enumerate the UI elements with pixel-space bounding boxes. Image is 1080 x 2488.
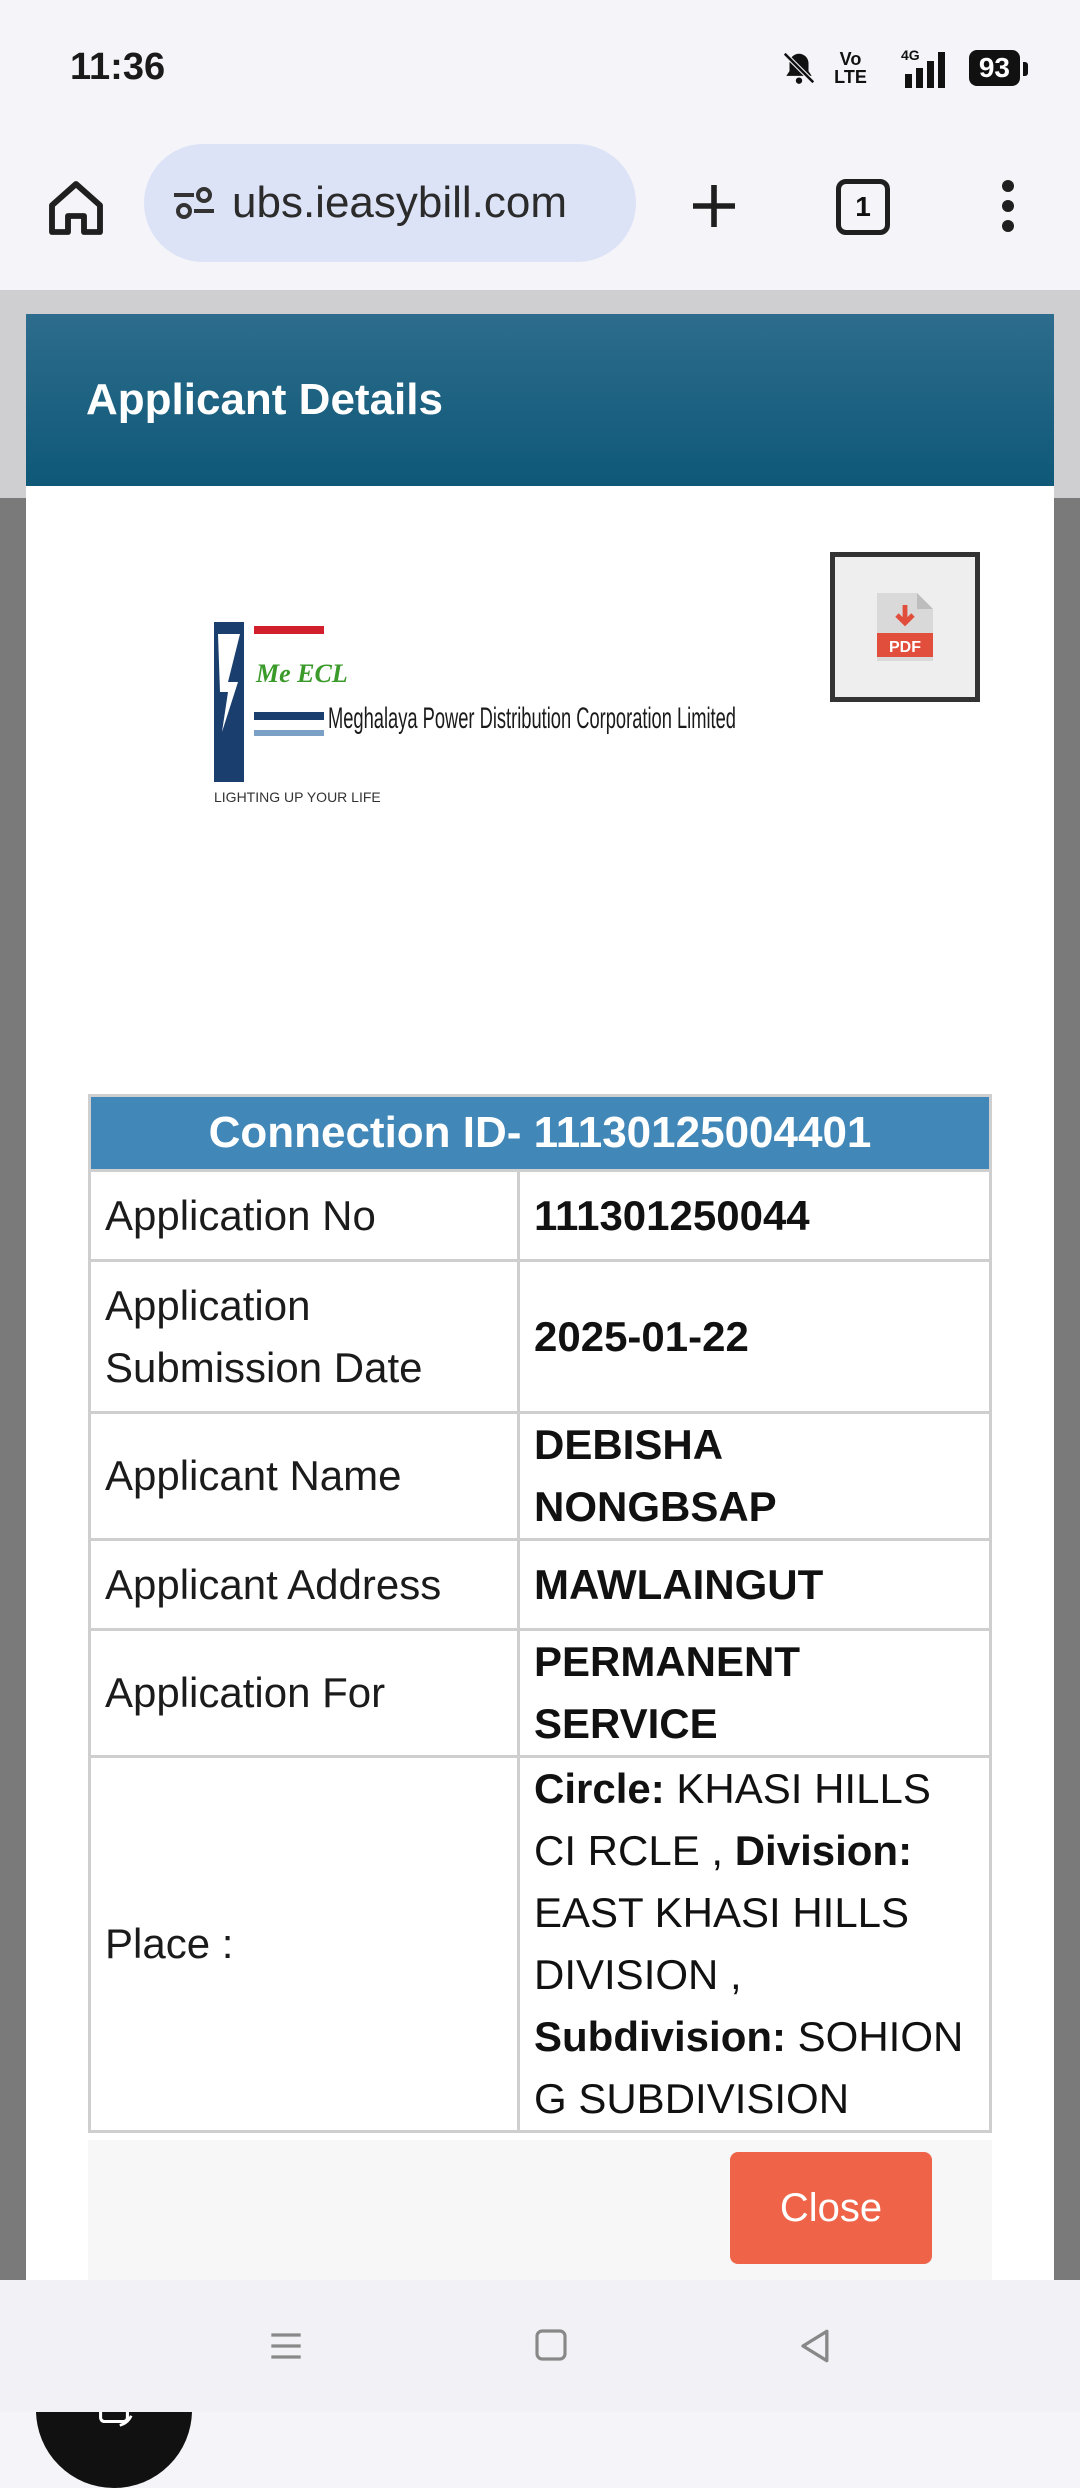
row-label: Applicant Address bbox=[90, 1540, 519, 1630]
web-content bbox=[0, 290, 1080, 2280]
plus-icon bbox=[686, 178, 742, 234]
back-triangle-icon bbox=[792, 2324, 836, 2368]
status-icons bbox=[780, 46, 1020, 90]
circle-value: KHASI HILLS CI RCLE , bbox=[534, 1765, 931, 1874]
home-icon bbox=[44, 176, 108, 240]
row-label: Applicant Name bbox=[90, 1413, 519, 1540]
svg-text:LIGHTING UP YOUR LIFE: LIGHTING UP YOUR LIFE bbox=[214, 789, 381, 805]
circle-label: Circle: bbox=[534, 1765, 665, 1812]
row-label: Application For bbox=[90, 1630, 519, 1757]
square-icon bbox=[530, 2324, 572, 2366]
battery-icon: 93 bbox=[969, 50, 1020, 86]
svg-text:Meghalaya Power Distribution C: Meghalaya Power Distribution Corporation Limited bbox=[328, 702, 736, 735]
division-value: EAST KHASI HILLS DIVISION , bbox=[534, 1889, 910, 1998]
company-logo bbox=[214, 612, 738, 812]
division-label: Division: bbox=[734, 1827, 913, 1874]
pdf-download-button[interactable] bbox=[830, 552, 980, 702]
menu-dot bbox=[1002, 180, 1014, 192]
row-label: Application Submission Date bbox=[90, 1261, 519, 1413]
svg-text:4G: 4G bbox=[900, 47, 920, 63]
signal-icon bbox=[883, 46, 953, 90]
table-row bbox=[90, 1413, 991, 1540]
row-value: PERMANENT SERVICE bbox=[519, 1630, 991, 1757]
subdivision-value: SOHION G SUBDIVISION bbox=[534, 2013, 964, 2122]
volte-icon: Vo LTE bbox=[834, 49, 867, 87]
place-value bbox=[519, 1757, 991, 2132]
application-details-table bbox=[88, 1094, 992, 2133]
table-row bbox=[90, 1630, 991, 1757]
close-button[interactable]: Close bbox=[730, 2152, 932, 2264]
modal-header bbox=[26, 314, 1054, 486]
row-label: Place : bbox=[90, 1757, 519, 2132]
browser-toolbar bbox=[0, 136, 1080, 290]
url-text[interactable]: ubs.ieasybill.com bbox=[232, 178, 568, 227]
nav-back-button[interactable] bbox=[792, 2324, 836, 2373]
svg-text:PDF: PDF bbox=[889, 639, 921, 656]
table-row-place bbox=[90, 1757, 991, 2132]
status-time: 11:36 bbox=[70, 46, 166, 88]
svg-text:Me ECL: Me ECL bbox=[256, 659, 348, 688]
nav-home-button[interactable] bbox=[530, 2324, 572, 2371]
modal-title: Applicant Details bbox=[86, 375, 443, 424]
row-value: 2025-01-22 bbox=[519, 1261, 991, 1413]
table-row bbox=[90, 1171, 991, 1261]
menu-lines-icon bbox=[264, 2324, 308, 2368]
row-label: Application No bbox=[90, 1171, 519, 1261]
status-bar bbox=[0, 0, 1080, 136]
menu-dot bbox=[1002, 220, 1014, 232]
bell-muted-icon bbox=[780, 49, 818, 87]
tab-switcher-button[interactable] bbox=[828, 172, 898, 242]
applicant-details-modal bbox=[26, 314, 1054, 2280]
overflow-menu-button[interactable] bbox=[980, 164, 1036, 248]
row-value: 111301250044 bbox=[519, 1171, 991, 1261]
table-header-row bbox=[90, 1096, 991, 1171]
row-value: MAWLAINGUT bbox=[519, 1540, 991, 1630]
table-row bbox=[90, 1261, 991, 1413]
home-button[interactable] bbox=[38, 170, 114, 246]
row-value: DEBISHA NONGBSAP bbox=[519, 1413, 991, 1540]
system-nav-bar bbox=[0, 2280, 1080, 2412]
tab-count: 1 bbox=[836, 179, 890, 235]
site-settings-icon[interactable] bbox=[166, 183, 222, 223]
recent-apps-button[interactable] bbox=[264, 2324, 308, 2373]
address-bar[interactable] bbox=[144, 144, 636, 262]
subdivision-label: Subdivision: bbox=[534, 2013, 786, 2060]
table-row bbox=[90, 1540, 991, 1630]
menu-dot bbox=[1002, 200, 1014, 212]
connection-id-header: Connection ID- 11130125004401 bbox=[90, 1096, 991, 1171]
pdf-icon bbox=[873, 589, 937, 665]
new-tab-button[interactable] bbox=[672, 164, 756, 248]
